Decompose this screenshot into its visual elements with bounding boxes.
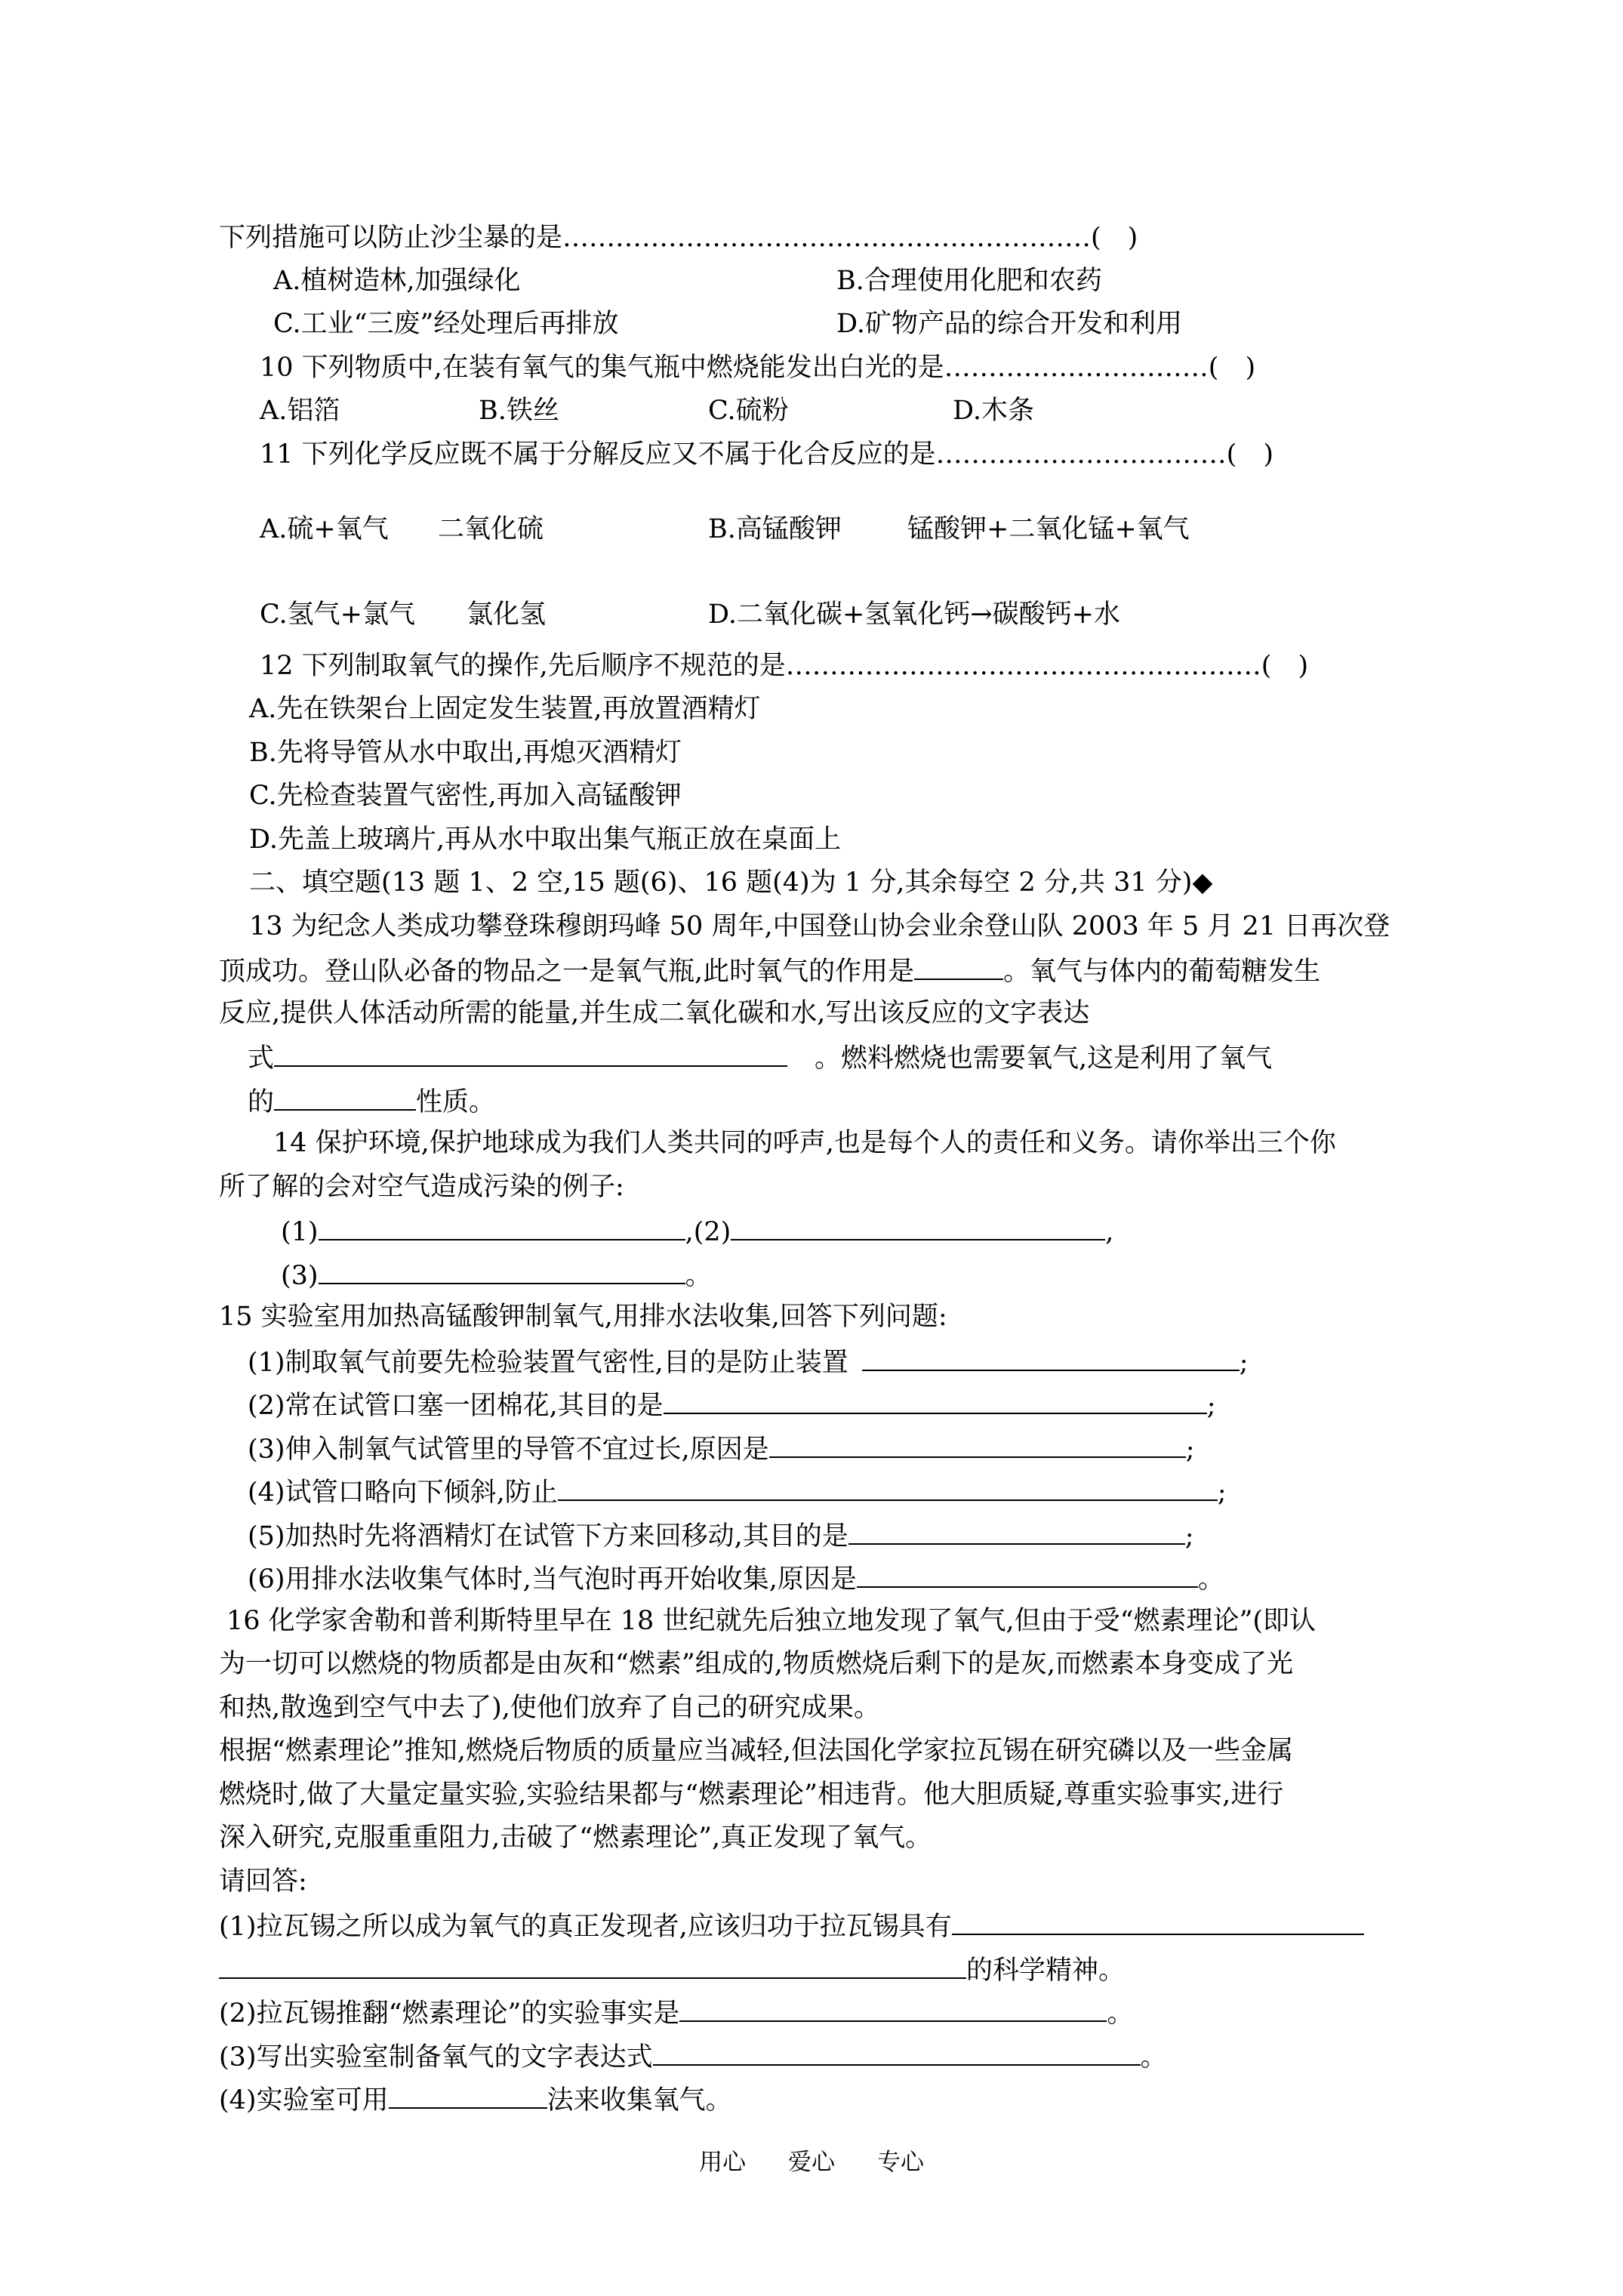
q16-line-7: 请回答: xyxy=(219,1866,307,1897)
q15-sub-1 xyxy=(248,1344,1249,1379)
q15-blank-1[interactable] xyxy=(862,1344,1240,1371)
q15-sub-5 xyxy=(248,1518,1194,1553)
footer-word-1: 用心 xyxy=(699,2149,746,2176)
q14-label-3: (3) xyxy=(281,1261,319,1291)
q13-line-4-text: 式 xyxy=(248,1043,275,1074)
q12-option-c: C.先检查装置气密性,再加入高锰酸钾 xyxy=(249,781,682,811)
q10-option-a: A.铝箔 xyxy=(260,396,340,426)
q9-bracket: ( ) xyxy=(1091,223,1138,253)
q15-sub-2-end: ; xyxy=(1206,1391,1216,1421)
q15-sub-3-text: (3)伸入制氧气试管里的导管不宜过长,原因是 xyxy=(248,1435,769,1465)
q14-blank-3[interactable] xyxy=(319,1257,685,1284)
q16-line-4: 根据“燃素理论”推知,燃烧后物质的质量应当减轻,但法国化学家拉瓦锡在研究磷以及一些金属 xyxy=(219,1736,1294,1766)
q11-option-b-products: 锰酸钾+二氧化锰+氧气 xyxy=(907,514,1190,544)
page-footer xyxy=(0,2143,1623,2177)
q13-line-4 xyxy=(248,1040,1272,1075)
q16-blank-1a[interactable] xyxy=(952,1908,1364,1935)
q16-blank-1b[interactable] xyxy=(219,1952,966,1979)
q15-sub-1-text: (1)制取氧气前要先检验装置气密性,目的是防止装置 xyxy=(248,1348,848,1378)
section-fill-in-heading: 二、填空题(13 题 1、2 空,15 题(6)、16 题(4)为 1 分,其余每空 2 分,共 31 分)◆ xyxy=(249,868,1213,898)
q15-sub-4-text: (4)试管口略向下倾斜,防止 xyxy=(248,1478,558,1508)
q13-line-2-end: 。氧气与体内的葡萄糖发生 xyxy=(1003,957,1321,987)
q15-blank-2[interactable] xyxy=(664,1387,1207,1414)
q14-line-1: 14 保护环境,保护地球成为我们人类共同的呼声,也是每个人的责任和义务。请你举出三个你 xyxy=(273,1128,1336,1158)
q15-sub-6-end: 。 xyxy=(1197,1564,1224,1595)
q16-sub-3 xyxy=(219,2039,1167,2074)
q14-blank-2[interactable] xyxy=(731,1213,1105,1240)
q13-blank-2[interactable] xyxy=(274,1040,787,1067)
q14-label-2: ,(2) xyxy=(685,1217,731,1247)
q11-option-c-reactants: C.氢气+氯气 xyxy=(260,599,415,630)
q16-sub-1-cont xyxy=(219,1952,1125,1987)
q14-label-1: (1) xyxy=(281,1217,319,1247)
q15-blank-4[interactable] xyxy=(558,1474,1218,1501)
q10-option-d: D.木条 xyxy=(953,396,1034,426)
q14-line-3-end: , xyxy=(1105,1217,1114,1247)
q13-line-5-text: 的 xyxy=(248,1087,275,1117)
q13-line-2 xyxy=(219,953,1320,988)
q10-option-b: B.铁丝 xyxy=(479,396,559,426)
q9-option-c: C.工业“三废”经处理后再排放 xyxy=(273,309,619,339)
q9-dots: …………………………………………………… xyxy=(562,223,1092,253)
q16-sub-1-end: 的科学精神。 xyxy=(966,1955,1126,1986)
q11-option-c-products: 氯化氢 xyxy=(467,599,547,630)
q16-blank-4[interactable] xyxy=(389,2082,547,2109)
q13-line-2-text: 顶成功。登山队必备的物品之一是氧气瓶,此时氧气的作用是 xyxy=(219,957,915,987)
q11-option-a-products: 二氧化硫 xyxy=(438,514,544,544)
q13-line-5 xyxy=(248,1083,495,1119)
q9-option-a: A.植树造林,加强绿化 xyxy=(273,266,521,296)
q13-line-3: 反应,提供人体活动所需的能量,并生成二氧化碳和水,写出该反应的文字表达 xyxy=(219,998,1090,1028)
q16-sub-3-text: (3)写出实验室制备氧气的文字表达式 xyxy=(219,2042,653,2073)
q15-sub-5-end: ; xyxy=(1184,1521,1194,1552)
q11-option-d: D.二氧化碳+氢氧化钙→碳酸钙+水 xyxy=(708,599,1120,630)
q16-blank-2[interactable] xyxy=(679,1995,1107,2022)
q16-sub-2 xyxy=(219,1995,1133,2030)
q16-sub-2-text: (2)拉瓦锡推翻“燃素理论”的实验事实是 xyxy=(219,1999,680,2029)
q9-option-d: D.矿物产品的综合开发和利用 xyxy=(836,309,1182,339)
q14-line-4 xyxy=(281,1257,712,1293)
q11-option-b-reactants: B.高锰酸钾 xyxy=(708,514,842,544)
q15-sub-2-text: (2)常在试管口塞一团棉花,其目的是 xyxy=(248,1391,664,1421)
q15-sub-3-end: ; xyxy=(1185,1435,1195,1465)
q16-sub-4-text: (4)实验室可用 xyxy=(219,2085,389,2116)
q16-sub-4-end: 法来收集氧气。 xyxy=(547,2085,732,2116)
q15-sub-4 xyxy=(248,1474,1227,1509)
q12-stem: 12 下列制取氧气的操作,先后顺序不规范的是………………………………………………( ) xyxy=(260,651,1309,681)
q12-option-d: D.先盖上玻璃片,再从水中取出集气瓶正放在桌面上 xyxy=(249,824,842,855)
q16-line-1: 16 化学家舍勒和普利斯特里早在 18 世纪就先后独立地发现了氧气,但由于受“燃素理论”(即认 xyxy=(226,1606,1317,1636)
q15-blank-6[interactable] xyxy=(857,1561,1198,1588)
q16-line-6: 深入研究,克服重重阻力,击破了“燃素理论”,真正发现了氧气。 xyxy=(219,1823,932,1853)
q16-sub-3-end: 。 xyxy=(1140,2042,1167,2073)
q9-option-b: B.合理使用化肥和农药 xyxy=(836,266,1102,296)
q16-sub-4 xyxy=(219,2082,732,2117)
q15-sub-1-end: ; xyxy=(1239,1348,1249,1378)
q10-stem: 10 下列物质中,在装有氧气的集气瓶中燃烧能发出白光的是…………………………( ) xyxy=(260,353,1256,383)
q15-sub-2 xyxy=(248,1387,1216,1422)
q9-stem: 下列措施可以防止沙尘暴的是 xyxy=(219,223,563,253)
q13-line-5-end: 性质。 xyxy=(416,1087,496,1117)
q15-blank-5[interactable] xyxy=(848,1518,1185,1545)
q13-line-1: 13 为纪念人类成功攀登珠穆朗玛峰 50 周年,中国登山协会业余登山队 2003 年 5 月 21 日再次登 xyxy=(249,911,1390,942)
q16-sub-1-text: (1)拉瓦锡之所以成为氧气的真正发现者,应该归功于拉瓦锡具有 xyxy=(219,1912,952,1942)
q16-sub-2-end: 。 xyxy=(1107,1999,1134,2029)
q15-sub-6 xyxy=(248,1561,1224,1596)
q15-sub-3 xyxy=(248,1431,1195,1466)
q15-sub-4-end: ; xyxy=(1217,1478,1227,1508)
q12-option-b: B.先将导管从水中取出,再熄灭酒精灯 xyxy=(249,738,682,768)
q16-line-3: 和热,散逸到空气中去了),使他们放弃了自己的研究成果。 xyxy=(219,1693,880,1723)
q15-sub-6-text: (6)用排水法收集气体时,当气泡时再开始收集,原因是 xyxy=(248,1564,857,1595)
q16-blank-3[interactable] xyxy=(653,2039,1141,2066)
q16-line-5: 燃烧时,做了大量定量实验,实验结果都与“燃素理论”相违背。他大胆质疑,尊重实验事实,进行 xyxy=(219,1780,1284,1810)
q13-blank-3[interactable] xyxy=(274,1083,416,1111)
q14-line-3 xyxy=(281,1213,1113,1249)
footer-word-3: 专心 xyxy=(877,2149,924,2176)
q14-line-2: 所了解的会对空气造成污染的例子: xyxy=(219,1172,624,1202)
footer-word-2: 爱心 xyxy=(788,2149,835,2176)
q14-line-4-end: 。 xyxy=(685,1261,712,1291)
q13-blank-1[interactable] xyxy=(914,953,1003,980)
q10-option-c: C.硫粉 xyxy=(708,396,789,426)
q16-sub-1 xyxy=(219,1908,1364,1943)
q11-option-a-reactants: A.硫+氧气 xyxy=(260,514,389,544)
q11-stem: 11 下列化学反应既不属于分解反应又不属于化合反应的是……………………………( ) xyxy=(260,439,1273,470)
q15-stem: 15 实验室用加热高锰酸钾制氧气,用排水法收集,回答下列问题: xyxy=(219,1302,947,1332)
q9-stem-line xyxy=(219,221,1138,254)
q15-sub-5-text: (5)加热时先将酒精灯在试管下方来回移动,其目的是 xyxy=(248,1521,848,1552)
q12-option-a: A.先在铁架台上固定发生装置,再放置酒精灯 xyxy=(249,694,761,724)
q15-blank-3[interactable] xyxy=(769,1431,1186,1458)
q14-blank-1[interactable] xyxy=(319,1213,685,1240)
q13-line-4-end: 。燃料燃烧也需要氧气,这是利用了氧气 xyxy=(815,1043,1273,1074)
q16-line-2: 为一切可以燃烧的物质都是由灰和“燃素”组成的,物质燃烧后剩下的是灰,而燃素本身变成了光 xyxy=(219,1649,1294,1679)
